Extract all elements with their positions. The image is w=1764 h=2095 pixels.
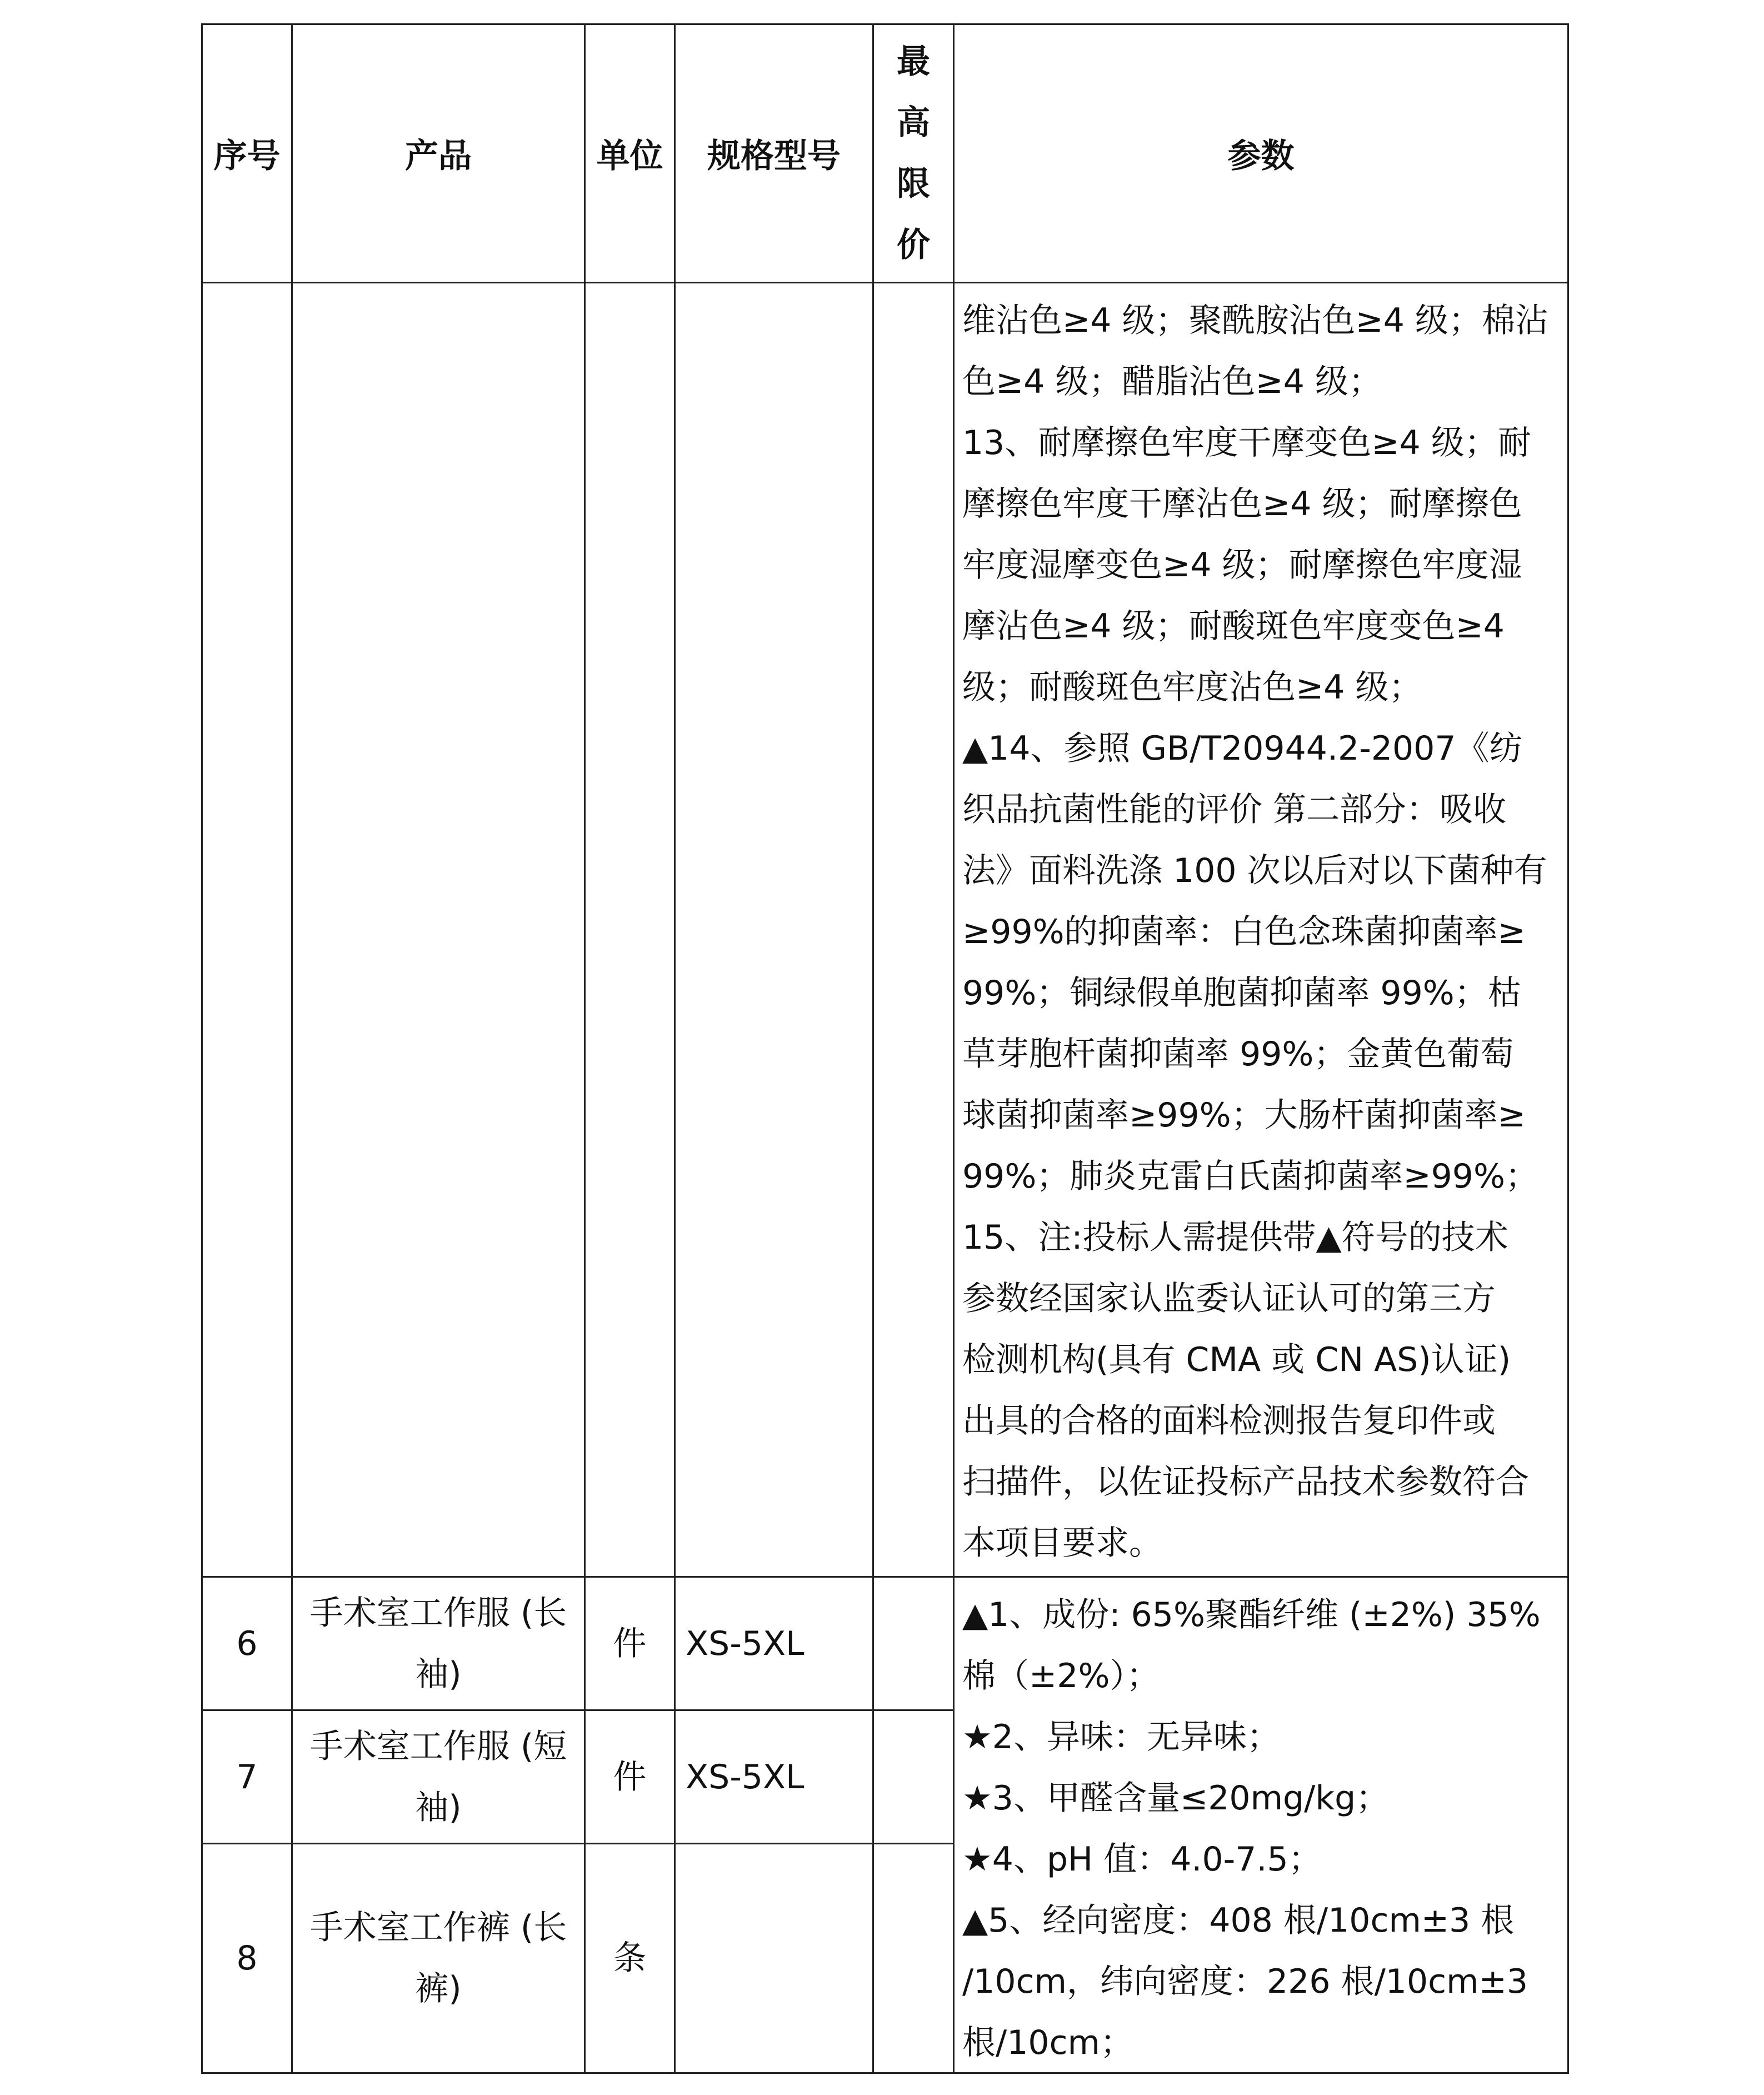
param-line: 13、耐摩擦色牢度干摩变色≥4 级；耐 <box>962 423 1531 462</box>
row-8-product <box>291 1843 586 2074</box>
header-seq <box>201 23 293 283</box>
param-line: /10cm，纬向密度：226 根/10cm±3 <box>962 1962 1528 2001</box>
param-line: ▲14、参照 GB/T20944.2-2007《纺 <box>962 729 1523 768</box>
product-line: 手术室工作服 (长 <box>309 1593 567 1633</box>
continued-params-cell <box>953 282 1569 1578</box>
param-line: 99%；肺炎克雷白氏菌抑菌率≥99%； <box>962 1157 1538 1196</box>
product-line: 袖) <box>415 1788 462 1827</box>
row-spec: XS-5XL <box>686 1624 804 1663</box>
param-line: 15、注:投标人需提供带▲符号的技术 <box>962 1218 1508 1257</box>
header-spec-label: 规格型号 <box>707 137 841 176</box>
row-6-price <box>872 1576 955 1711</box>
header-seq-label: 序号 <box>213 137 281 176</box>
continued-seq-cell <box>201 282 293 1578</box>
row-spec: XS-5XL <box>686 1757 804 1797</box>
shared-params-cell <box>953 1576 1569 2074</box>
header-max-price-char: 限 <box>897 164 930 203</box>
row-7-seq <box>201 1709 293 1844</box>
continued-unit-cell <box>584 282 676 1578</box>
continued-product-cell <box>291 282 586 1578</box>
product-line: 袖) <box>415 1654 462 1694</box>
param-line: 织品抗菌性能的评价 第二部分：吸收 <box>962 790 1507 829</box>
header-product-label: 产品 <box>405 137 472 176</box>
header-unit-label: 单位 <box>596 137 663 176</box>
row-6-unit <box>584 1576 676 1711</box>
param-line: 摩沾色≥4 级；耐酸斑色牢度变色≥4 <box>962 607 1505 646</box>
param-line: 出具的合格的面料检测报告复印件或 <box>962 1401 1496 1440</box>
param-line: 扫描件，以佐证投标产品技术参数符合 <box>962 1463 1529 1502</box>
param-line: ★3、甲醛含量≤20mg/kg； <box>962 1779 1390 1818</box>
product-line: 裤) <box>415 1969 462 2008</box>
param-line: 法》面料洗涤 100 次以后对以下菌种有 <box>962 851 1547 890</box>
param-line: 本项目要求。 <box>962 1524 1162 1563</box>
header-spec <box>674 23 874 283</box>
row-8-spec <box>674 1843 874 2074</box>
param-line: ★2、异味：无异味； <box>962 1718 1280 1757</box>
row-6-spec <box>674 1576 874 1711</box>
continued-price-cell <box>872 282 955 1578</box>
product-line: 手术室工作裤 (长 <box>309 1908 567 1947</box>
param-line: 色≥4 级；醋脂沾色≥4 级； <box>962 362 1382 401</box>
row-unit: 条 <box>613 1939 647 1978</box>
row-8-unit <box>584 1843 676 2074</box>
product-line: 手术室工作服 (短 <box>309 1727 567 1766</box>
row-8-seq <box>201 1843 293 2074</box>
header-max-price-char: 价 <box>897 226 930 265</box>
spec-table <box>201 23 1569 2074</box>
param-line: 级；耐酸斑色牢度沾色≥4 级； <box>962 668 1422 707</box>
header-max-price-char: 高 <box>897 103 930 142</box>
header-product <box>291 23 586 283</box>
row-unit: 件 <box>613 1624 647 1663</box>
row-8-price <box>872 1843 955 2074</box>
row-unit: 件 <box>613 1757 647 1797</box>
row-seq: 8 <box>236 1939 258 1978</box>
param-line: ≥99%的抑菌率：白色念珠菌抑菌率≥ <box>962 912 1526 951</box>
param-line: 棉（±2%）； <box>962 1657 1160 1695</box>
header-max-price <box>872 23 955 283</box>
row-6-product <box>291 1576 586 1711</box>
header-params-label: 参数 <box>1227 137 1295 176</box>
row-7-price <box>872 1709 955 1844</box>
param-line: 检测机构(具有 CMA 或 CN AS)认证) <box>962 1340 1511 1379</box>
row-seq: 6 <box>236 1624 258 1663</box>
row-6-seq <box>201 1576 293 1711</box>
param-line: 球菌抑菌率≥99%；大肠杆菌抑菌率≥ <box>962 1096 1526 1135</box>
header-params <box>953 23 1569 283</box>
param-line: 摩擦色牢度干摩沾色≥4 级；耐摩擦色 <box>962 485 1522 523</box>
param-line: 草芽胞杆菌抑菌率 99%；金黄色葡萄 <box>962 1035 1514 1074</box>
param-line: 99%；铜绿假单胞菌抑菌率 99%；枯 <box>962 974 1521 1012</box>
param-line: 牢度湿摩变色≥4 级；耐摩擦色牢度湿 <box>962 546 1522 585</box>
header-unit <box>584 23 676 283</box>
param-line: 根/10cm； <box>962 2023 1133 2062</box>
header-max-price-char: 最 <box>897 42 930 81</box>
param-line: ▲5、经向密度：408 根/10cm±3 根 <box>962 1901 1515 1940</box>
param-line: ★4、pH 值：4.0-7.5； <box>962 1840 1322 1879</box>
continued-spec-cell <box>674 282 874 1578</box>
row-7-product <box>291 1709 586 1844</box>
param-line: 维沾色≥4 级；聚酰胺沾色≥4 级；棉沾 <box>962 301 1549 340</box>
row-7-unit <box>584 1709 676 1844</box>
row-seq: 7 <box>236 1757 258 1797</box>
param-line: ▲1、成份: 65%聚酯纤维 (±2%) 35% <box>962 1595 1541 1634</box>
param-line: 参数经国家认监委认证认可的第三方 <box>962 1279 1496 1318</box>
row-7-spec <box>674 1709 874 1844</box>
